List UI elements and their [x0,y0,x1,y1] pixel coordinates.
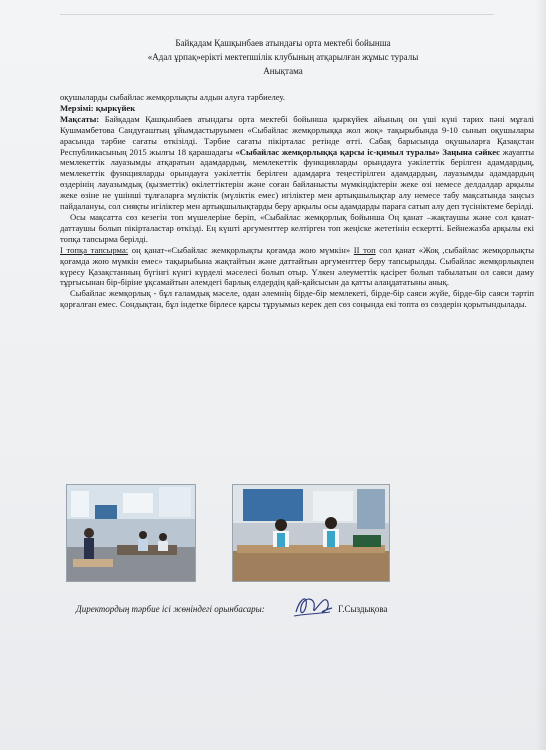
header-club: «Адал ұрпақ»ерікті мектепшілік клубының атқарылған жұмыс туралы [147,52,419,62]
goal-intro: оқушыларды сыбайлас жемқорлықты алдын алуға тәрбиелеу. [60,92,285,102]
purpose-label: Мақсаты: [60,113,100,124]
task1-label: І топқа тапсырма: [60,244,129,255]
scan-artifact-line [60,14,494,15]
debate-paragraph: Осы мақсатта сөз кезегін топ мүшелеріне беріп, «Сыбайлас жемқорлық бойынша Оң қанат –жақтаушы және сол қанат-даттаушы болып пікірталастар өткізді. Ең күшті аргументтер келтірген топ жеңіске жететінін ескертті. Бейнежазба арқылы екі топқа тапсырма берілді. [60,211,534,244]
signature-label: Директордың тәрбие ісі жөніндегі орынбасары: [76,604,265,614]
purpose-text-1: Байқадам Қашқынбаев атындағы орта мектебі бойынша қыркүйек айының он үші күні тарих пәні мұғалі Кушмамбетова Сандуғаштың ұйымдастыруымен «Сыбайлас жемқорлыққа жол жоқ» тақырыбында 9-10 сынып оқушылары арасында тәрбие сағаты өткізілді. Тәрбие сағаты пікірталас ретінде өтті. Сабақ барысында оқушыларға Қазақстан Республикасының 2015 жылғы 18 қарашадағы [60,113,534,157]
date-line: Мерзімі: қыркүйек [60,102,136,113]
header-title: Анықтама [263,66,303,76]
purpose-text-2: жауапты мемлекеттік лауазымды атқаратын адамдардың, мемлекеттік функцияларды орындауға уәкілеттік берілген адамдардың, мемлекеттік функцияларды орындауға уәкілеттік берілген адамдарға теңестірілген адамдардың, лауазымды адамдардың өздерінің лауазымдық (қызметтік) өкілеттіктерін және соған байланысты мүмкіндіктерін жеке өзі немесе делдалдар арқылы жеке өзіне не үшінші тұлғаларға мүліктік (мүліктік емес) игіліктер мен артықшылықтар алу немесе табу мақсатында заңсыз пайдалануы, сол сияқты игіліктер мен артықшылықтарды беру арқылы осы адамдарды параға сатып алу деп түсініктеме берілді. [60,146,534,212]
law-title: «Сыбайлас жемқорлыққа қарсы іс-қимыл туралы» Заңына сәйкес [235,146,500,157]
classroom-photo [66,484,196,582]
task2-text: сол қанат «Жоқ ,сыбайлас жемқорлықты қоғамда жою мүмкін емес» тақырыбына жақтайтын және даттайтын аргументтер беру тапсырылды. Сыбайлас жемқорлықпен күресу Қазақстанның бүгінгі күнгі күрделі мәселесі болып отыр. Үлкен әлеуметтік қасірет болып табылатын ол саяси даму тұрғысынан бір-біріне ұқсамайтын әлемдегі барлық елдердің қай-қайсысын да қатты алаңдататыны анық. [60,244,535,288]
conclusion-paragraph: Сыбайлас жемқорлық - бұл ғаламдық мәселе, одан әлемнің бірде-бір мемлекеті, бірде-бір саяси жүйе, бірде-бір саяси тәртіп қорғалған емес. Сондықтан, бұл індетке бірлесе қарсы тұруымыз керек деп сөз соңында екі топта өз сөздерін қорытындылады. [60,288,534,310]
tasks-paragraph [60,245,534,289]
task1-text: оң қанат-«Сыбайлас жемқорлықты қоғамда жою мүмкін» [128,244,351,255]
scan-edge-shadow [536,0,546,750]
header-school: Байқадам Қашқынбаев атындағы орта мектебі бойынша [175,38,391,48]
signature-name: Г.Сыздықова [338,604,388,614]
purpose-paragraph [60,114,534,212]
students-photo [232,484,390,582]
document-body [60,92,534,310]
handwritten-signature [290,590,336,625]
task2-label: ІІ топ [353,244,376,255]
